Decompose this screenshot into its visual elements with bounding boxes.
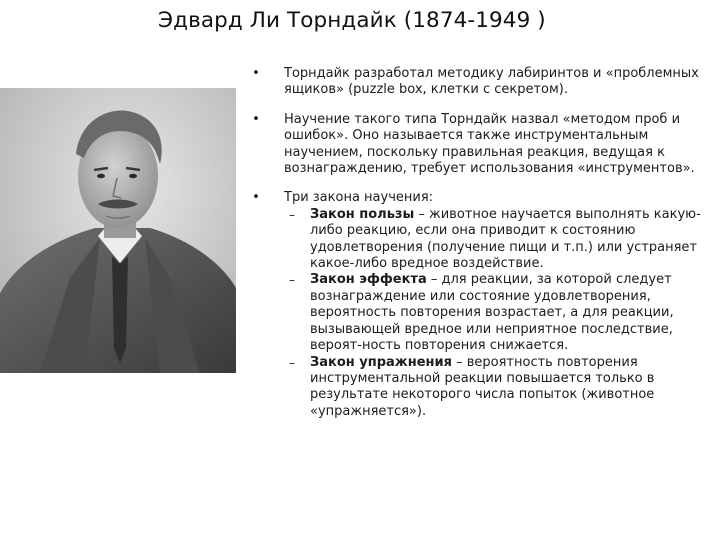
law-term: Закон эффекта (310, 272, 427, 288)
law-item-utility (284, 207, 718, 273)
bullet-puzzle-box (250, 66, 718, 99)
slide-content (250, 66, 718, 433)
bullet-marker: • (252, 66, 260, 81)
bullet-laws-of-learning (250, 190, 718, 420)
law-description: – вероятность повторения инструментальной реакции повышается только в результате некоторого числа попыток (животное «упражняется»). (310, 354, 655, 419)
law-item-effect (284, 272, 718, 354)
bullet-marker: • (252, 111, 260, 127)
bullet-text: Торндайк разработал методику лабиринтов и «проблемных ящиков» (puzzle box, клетки с секретом). (284, 66, 699, 98)
bullet-text: Три закона научения: (284, 190, 434, 206)
law-term: Закон пользы (310, 206, 415, 222)
law-description: – для реакции, за которой следует вознаграждение или состояние удовлетворения, вероятность повторения возрастает, а для реакции, вызывающей вредное или неприятное последствие, вероят-ность повторения снижается. (310, 272, 674, 354)
bullet-marker: • (252, 190, 260, 206)
sub-bullet-marker: – (289, 355, 295, 370)
laws-list (284, 207, 718, 420)
law-term: Закон упражнения (310, 354, 452, 370)
portrait-photo (0, 88, 236, 373)
law-item-exercise (284, 355, 718, 421)
sub-bullet-marker: – (289, 273, 295, 288)
slide-title: Эдвард Ли Торндайк (1874-1949 ) (158, 8, 546, 33)
law-description: – животное научается выполнять какую-либо реакцию, если она приводит к состоянию удовлетворения (получение пищи и т.п.) или устраняет какое-либо вредное воздействие. (310, 206, 701, 272)
sub-bullet-marker: – (289, 207, 295, 222)
bullet-trial-and-error (250, 112, 718, 178)
bullet-text: Научение такого типа Торндайк назвал «методом проб и ошибок». Оно называется также инструментальным научением, поскольку правильная реакция, ведущая к вознаграждению, требует использования «инструментов». (284, 111, 695, 177)
